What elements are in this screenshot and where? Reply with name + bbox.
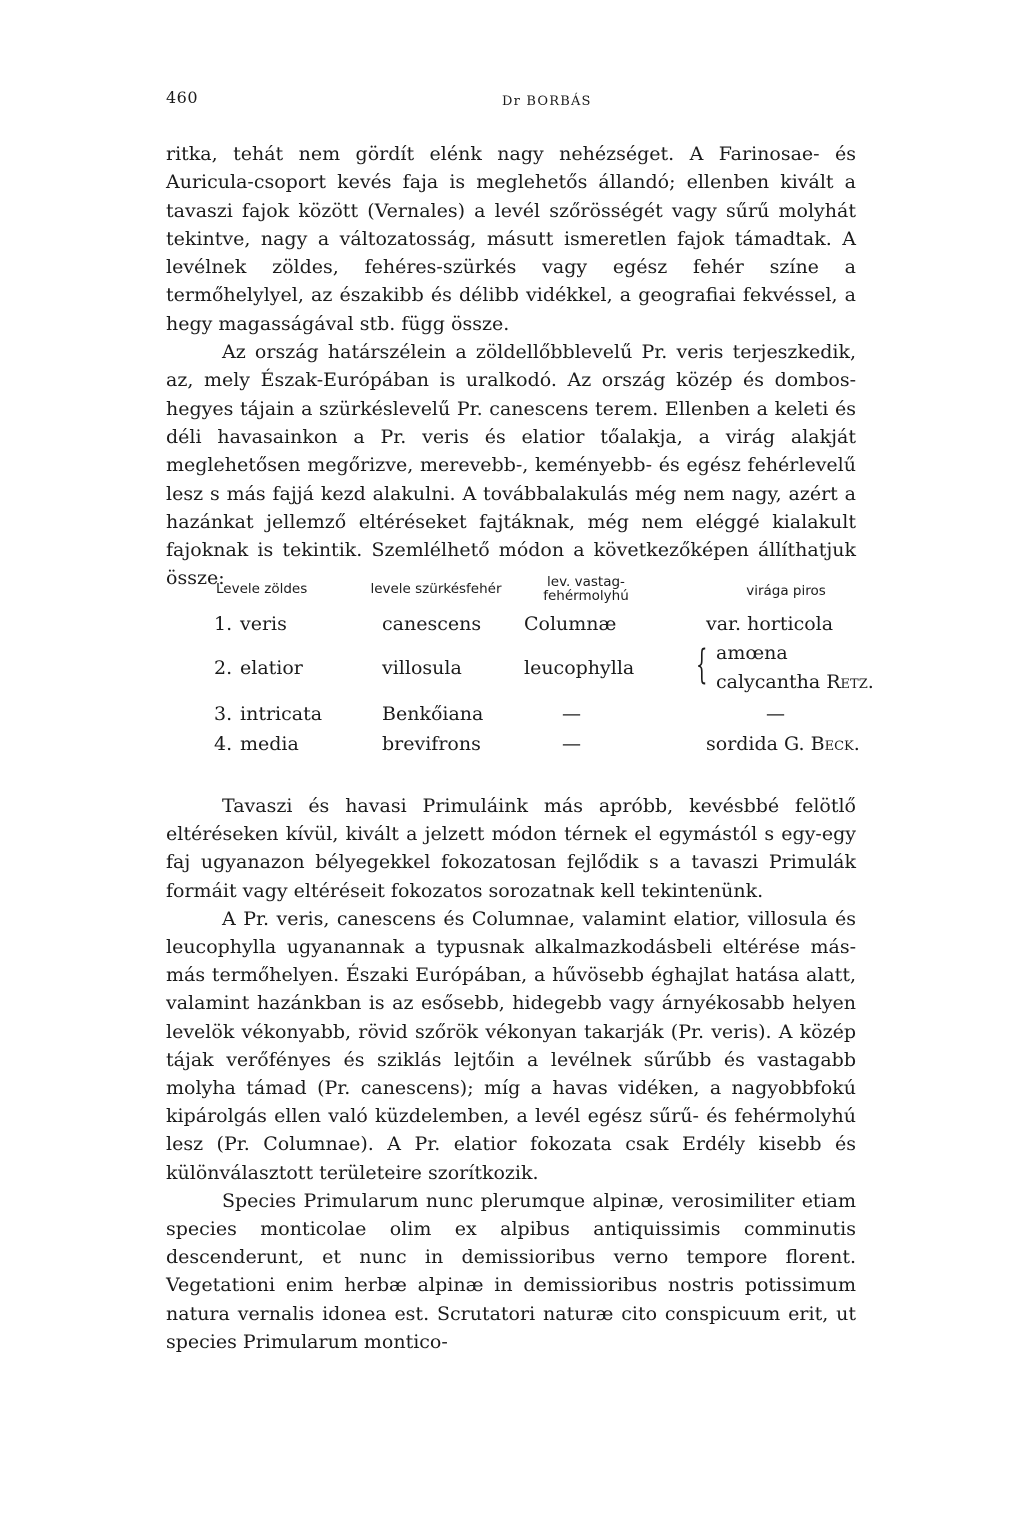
- row1-num: 1.: [214, 613, 233, 635]
- row1-green: veris: [240, 613, 287, 635]
- row2-green: elatior: [240, 657, 303, 679]
- row1-thick: Columnæ: [524, 613, 617, 635]
- row2-red-b: calycantha Retz.: [716, 671, 874, 693]
- row4-num: 4.: [214, 733, 233, 755]
- row2-grey: villosula: [382, 657, 462, 679]
- brace-icon: {: [696, 642, 708, 688]
- row2-red-a: amœna: [716, 642, 788, 664]
- paragraph-5: Species Primularum nunc plerumque alpinæ, verosimiliter etiam species monticolae olim ex alpibus antiquissimis comminutis descenderunt, et nunc in demissioribus verno tempore florent. Vegetationi enim herbæ alpinæ in demissioribus nostris potissimum natura vernalis idonea est. Scrutatori naturæ cito conspicuum erit, ut species Primularum montico-: [166, 1189, 856, 1353]
- row3-thick: —: [562, 703, 581, 725]
- row4-red: sordida G. Beck.: [706, 733, 860, 755]
- row3-num: 3.: [214, 703, 233, 725]
- row2-thick: leucophylla: [524, 657, 635, 679]
- row4-grey: brevifrons: [382, 733, 481, 755]
- row1-grey: canescens: [382, 613, 482, 635]
- row4-thick: —: [562, 733, 581, 755]
- row4-green: media: [240, 733, 299, 755]
- paragraph-4: A Pr. veris, canescens és Columnae, valamint elatior, villosula és leucophylla ugyanannak a typusnak alkalmazkodásbeli eltérése más-más termőhelyen. Északi Európában, a hűvösebb éghajlat hatása alatt, valamint hazánkban is az esősebb, hidegebb vagy árnyékosabb helyen levelök vékonyabb, rövid szőrök vékonyan takarják (Pr. veris). A közép tájak verőfényes és sziklás lejtőin a levélnek sűrűbb és vastagabb molyha támad (Pr. canescens); míg a havas vidéken, a nagyobbfokú kipárolgás ellen való küzdelemben, a levél egész sűrű- és fehérmolyhú lesz (Pr. Columnae). A Pr. elatior fokozata csak Erdély kisebb és különválasztott területeire szorítkozik.: [166, 907, 856, 1184]
- lower-text: [166, 792, 856, 1356]
- header-thick: lev. vastag-fehérmolyhú: [543, 574, 629, 604]
- paragraph-1: ritka, tehát nem gördít elénk nagy nehézséget. A Farinosae- és Auricula-csoport kevés faja is meglehetős állandó; ellenben kivált a tavaszi fajok között (Vernales) a levél szőrösségét vagy sűrű molyhát tekintve, nagy a változatosság, másutt ismeretlen fajok támadtak. A levélnek zöldes, fehéres-szürkés vagy egész fehér színe a termőhelylyel, az északibb és délibb vidékkel, a geografiai fekvéssel, a hegy magasságával stb. függ össze.: [166, 143, 856, 335]
- row3-grey: Benkőiana: [382, 703, 484, 725]
- header-grey: levele szürkésfehér: [370, 581, 502, 597]
- page-header: [166, 88, 856, 118]
- header-red: virága piros: [746, 583, 826, 599]
- upper-text: [166, 140, 856, 593]
- row3-red: —: [766, 703, 785, 725]
- row2-num: 2.: [214, 657, 233, 679]
- paragraph-2: Az ország határszélein a zöldellőbblevelű Pr. veris terjeszkedik, az, mely Észak-Európában is uralkodó. Az ország közép és dombos-hegyes tájain a szürkéslevelű Pr. canescens terem. Ellenben a keleti és déli havasainkon a Pr. veris és elatior tőalakja, a virág alakját meglehetősen megőrizve, merevebb-, keményebb- és egész fehérlevelű lesz s más fajjá kezd alakulni. A továbbalakulás még nem nagy, azért a hazánkat jellemző eltéréseket fajtáknak, még nem eléggé kialakult fajoknak is tekintik. Szemlélhető módon a következőképen állíthatjuk össze:: [166, 341, 856, 590]
- row1-red: var. horticola: [706, 613, 834, 635]
- page-number: 460: [166, 88, 199, 107]
- paragraph-3: Tavaszi és havasi Primuláink más apróbb, kevésbbé felötlő eltéréseken kívül, kivált a jelzett módon térnek el egymástól s egy-egy faj ugyanazon bélyegekkel fokozatosan fejlődik s a tavaszi Primulák formáit vagy eltéréseit fokozatos sorozatnak kell tekintenünk.: [166, 795, 856, 902]
- running-head: Dr BORBÁS: [502, 94, 592, 109]
- row3-green: intricata: [240, 703, 323, 725]
- header-green: Levele zöldes: [216, 581, 308, 597]
